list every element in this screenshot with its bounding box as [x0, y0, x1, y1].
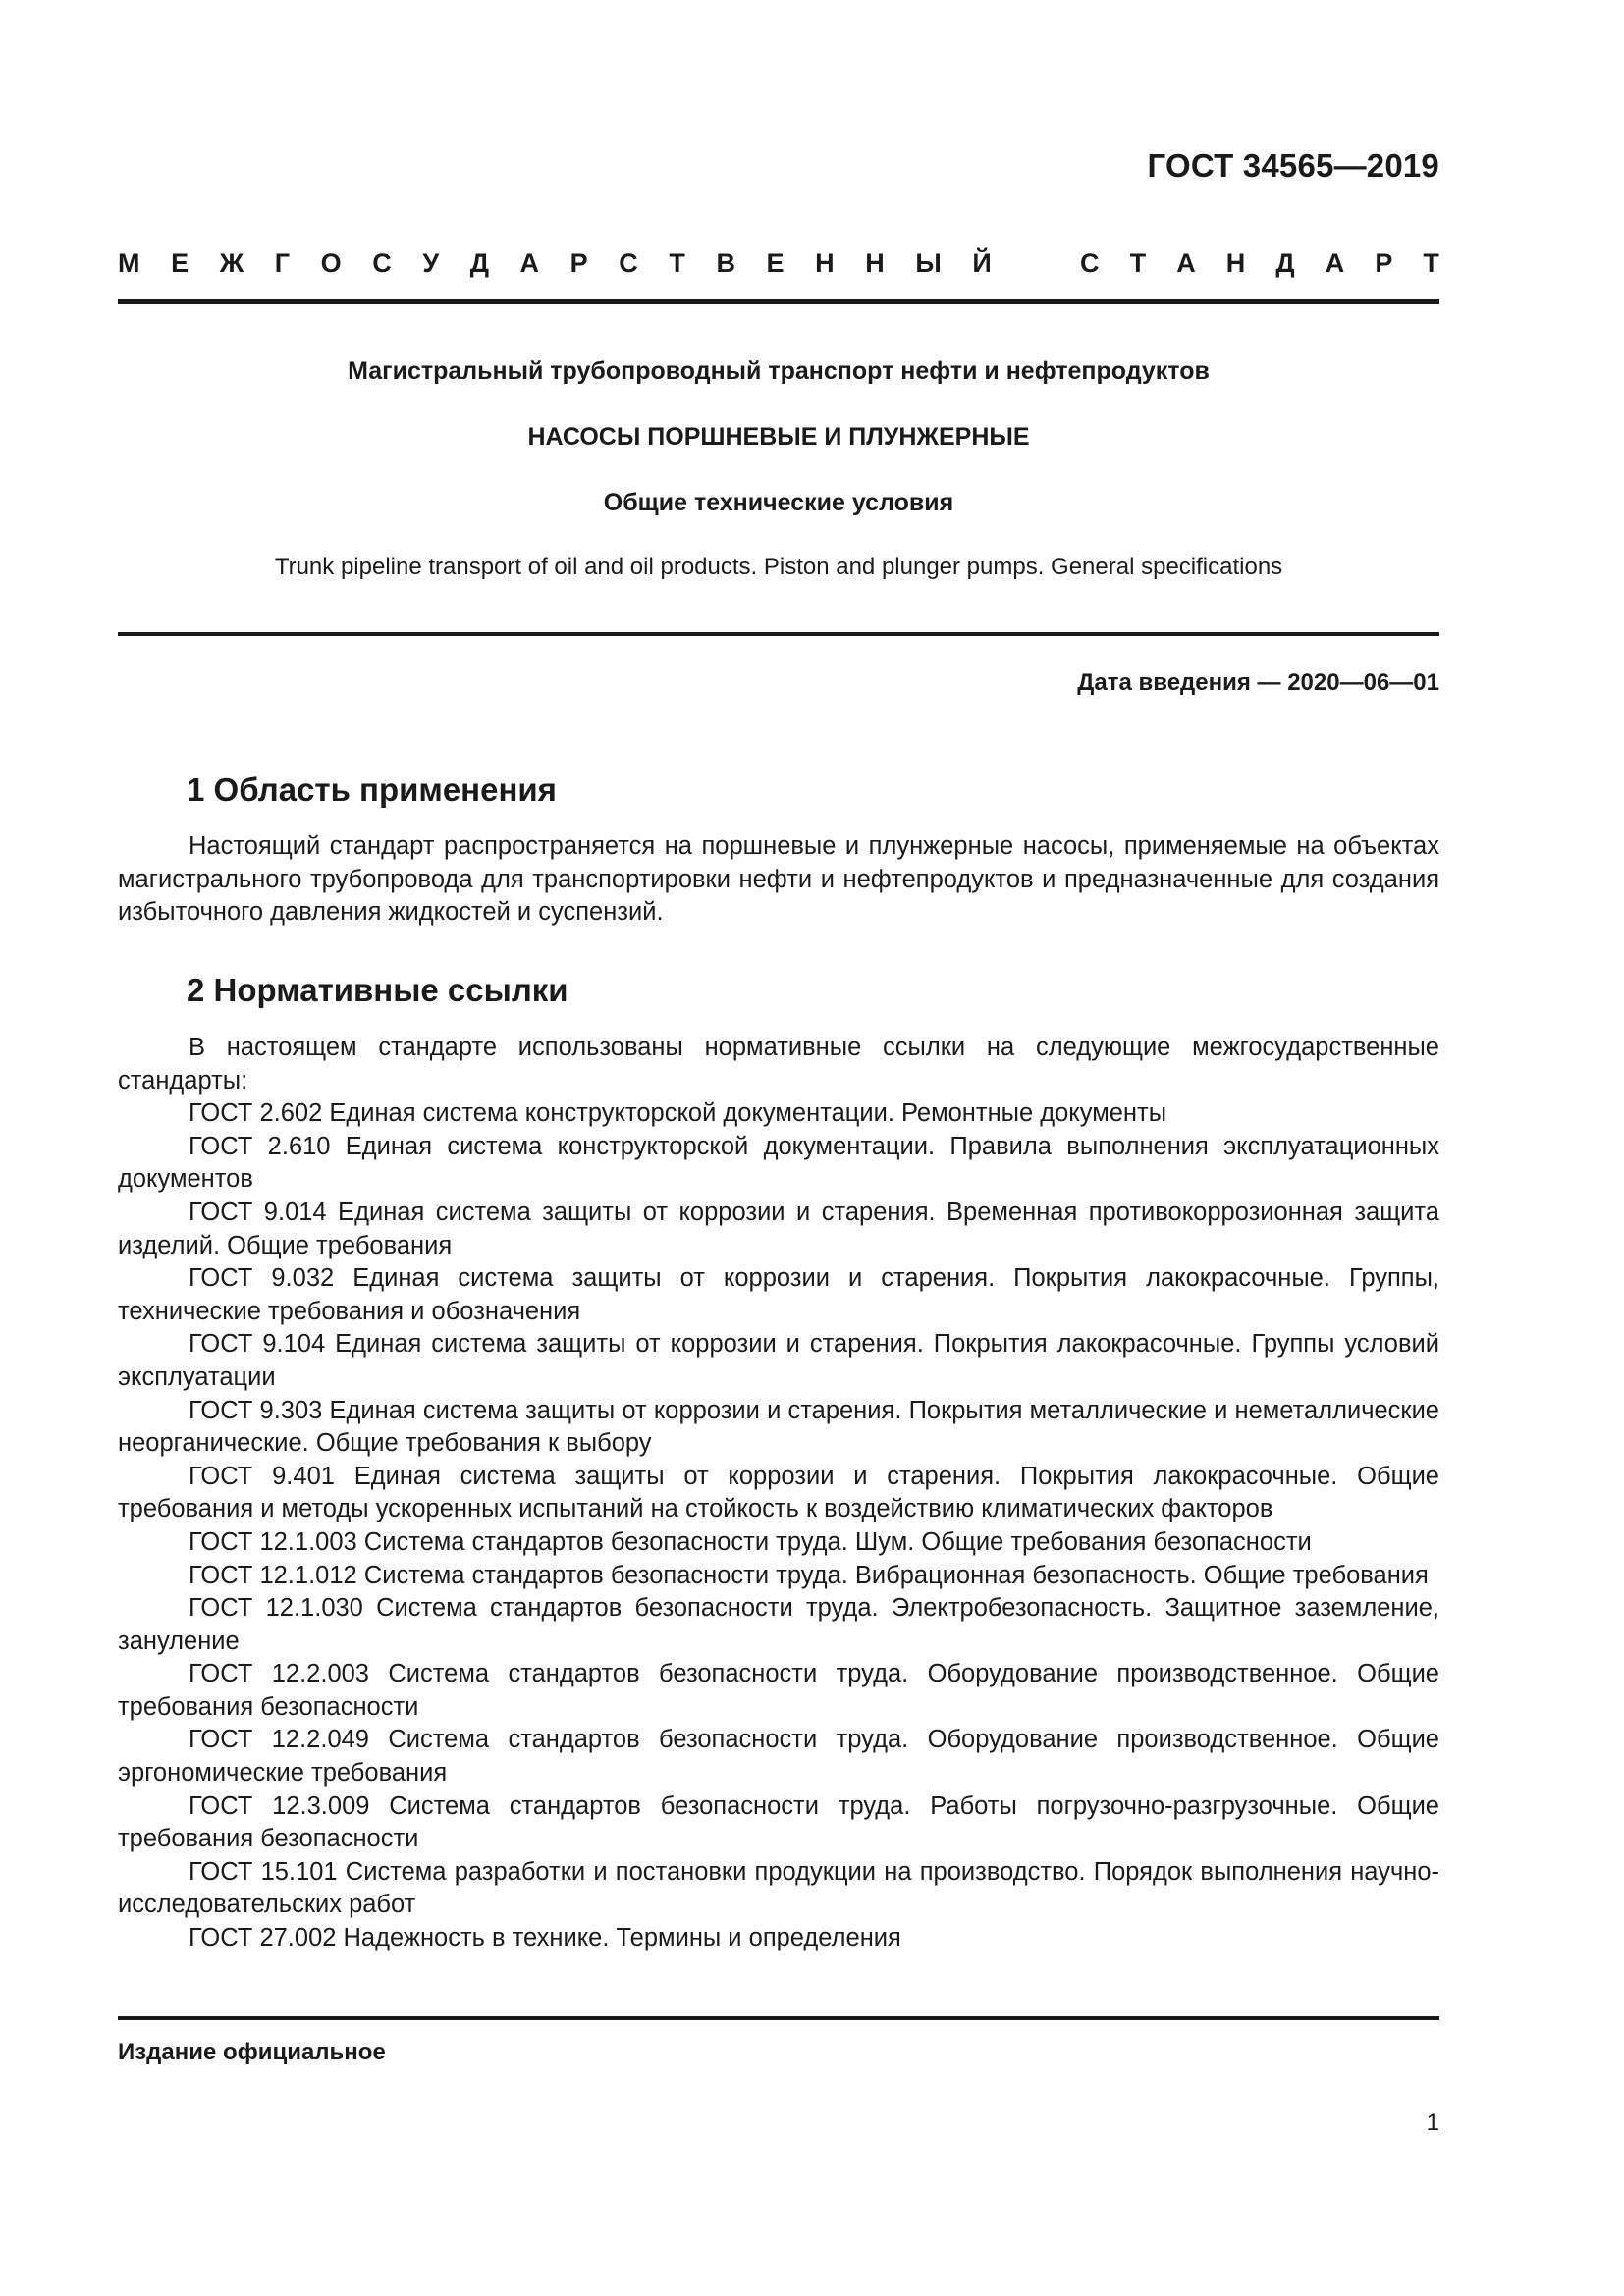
banner-letter: Т [669, 248, 685, 278]
banner-letter: Д [469, 248, 489, 278]
section-1-heading: 1 Область применения [187, 772, 557, 808]
title-line-2: НАСОСЫ ПОРШНЕВЫЕ И ПЛУНЖЕРНЫЕ [527, 423, 1030, 451]
banner-letter: Т [1423, 248, 1439, 278]
banner-letter: М [118, 248, 140, 278]
title-english: Trunk pipeline transport of oil and oil products. Piston and plunger pumps. General specifications [274, 554, 1283, 580]
reference-item: ГОСТ 12.1.003 Система стандартов безопасности труда. Шум. Общие требования безопасности [189, 1527, 1312, 1556]
banner-letter: С [372, 248, 392, 278]
banner-letter: Й [972, 248, 992, 278]
reference-item: ГОСТ 12.3.009 Система стандартов безопасности труда. Работы погрузочно-разгрузочные. Общие требования безопасности [118, 1791, 1439, 1853]
banner-letter: С [619, 248, 638, 278]
interstate-word [118, 248, 992, 279]
paragraph: Настоящий стандарт распространяется на поршневые и плунжерные насосы, применяемые на объектах магистрального трубопровода для транспортировки нефти и нефтепродуктов и предназначенные для создания избыточного давления жидкостей и суспензий. [118, 832, 1439, 927]
banner-letter: Д [1275, 248, 1295, 278]
reference-item: ГОСТ 9.104 Единая система защиты от коррозии и старения. Покрытия лакокрасочные. Группы условий эксплуатации [118, 1330, 1439, 1391]
banner-letter: В [716, 248, 735, 278]
reference-item: ГОСТ 12.2.003 Система стандартов безопасности труда. Оборудование производственное. Общие требования безопасности [118, 1660, 1439, 1721]
reference-item: ГОСТ 2.610 Единая система конструкторской документации. Правила выполнения эксплуатационных документов [118, 1132, 1439, 1194]
standard-number: ГОСТ 34565—2019 [1147, 147, 1439, 184]
reference-item: ГОСТ 12.1.012 Система стандартов безопасности труда. Вибрационная безопасность. Общие требования [189, 1561, 1429, 1589]
banner-letter: Е [171, 248, 189, 278]
banner-letter: У [422, 248, 440, 278]
section-2-body [118, 1032, 1439, 1955]
document-page [118, 0, 1439, 2296]
banner-letter: Т [1129, 248, 1147, 278]
banner-letter: Н [865, 248, 885, 278]
section-1-body [118, 830, 1439, 930]
official-edition-label: Издание официальное [118, 2039, 386, 2065]
interstate-standard-banner [118, 248, 1439, 279]
banner-letter: А [519, 248, 540, 278]
footer-divider [118, 2016, 1439, 2020]
banner-letter: Ы [915, 248, 942, 278]
introduction-date: Дата введения — 2020—06—01 [1077, 669, 1439, 696]
banner-letter: Г [274, 248, 291, 278]
banner-letter: А [1325, 248, 1345, 278]
title-line-1: Магистральный трубопроводный транспорт нефти и нефтепродуктов [348, 357, 1210, 385]
standard-word [1080, 248, 1439, 279]
banner-letter: Ж [219, 248, 244, 278]
banner-letter: Р [1375, 248, 1393, 278]
reference-item: ГОСТ 9.014 Единая система защиты от коррозии и старения. Временная противокоррозионная защита изделий. Общие требования [118, 1198, 1439, 1259]
reference-item: ГОСТ 15.101 Система разработки и постановки продукции на производство. Порядок выполнения научно-исследовательских работ [118, 1857, 1439, 1919]
title-divider [118, 632, 1439, 636]
reference-item: ГОСТ 2.602 Единая система конструкторской документации. Ремонтные документы [189, 1099, 1167, 1128]
banner-letter: С [1080, 248, 1100, 278]
section-2-heading: 2 Нормативные ссылки [187, 972, 568, 1008]
page-number: 1 [1426, 2109, 1439, 2136]
banner-letter: Р [569, 248, 588, 278]
title-line-3: Общие технические условия [603, 489, 954, 516]
banner-letter: Е [766, 248, 785, 278]
reference-item: ГОСТ 9.303 Единая система защиты от коррозии и старения. Покрытия металлические и неметаллические неорганические. Общие требования к выбору [118, 1396, 1439, 1458]
banner-letter: А [1176, 248, 1196, 278]
reference-item: ГОСТ 12.2.049 Система стандартов безопасности труда. Оборудование производственное. Общие эргономические требования [118, 1726, 1439, 1788]
paragraph: В настоящем стандарте использованы нормативные ссылки на следующие межгосударственные стандарты: [118, 1034, 1439, 1095]
reference-item: ГОСТ 27.002 Надежность в технике. Термины и определения [189, 1924, 901, 1952]
reference-item: ГОСТ 9.032 Единая система защиты от коррозии и старения. Покрытия лакокрасочные. Группы, технические требования и обозначения [118, 1264, 1439, 1325]
banner-letter: Н [1225, 248, 1246, 278]
reference-item: ГОСТ 12.1.030 Система стандартов безопасности труда. Электробезопасность. Защитное заземление, зануление [118, 1594, 1439, 1655]
banner-letter: Н [815, 248, 835, 278]
top-divider [118, 299, 1439, 304]
banner-letter: О [320, 248, 342, 278]
reference-item: ГОСТ 9.401 Единая система защиты от коррозии и старения. Покрытия лакокрасочные. Общие требования и методы ускоренных испытаний на стойкость к воздействию климатических факторов [118, 1462, 1439, 1523]
